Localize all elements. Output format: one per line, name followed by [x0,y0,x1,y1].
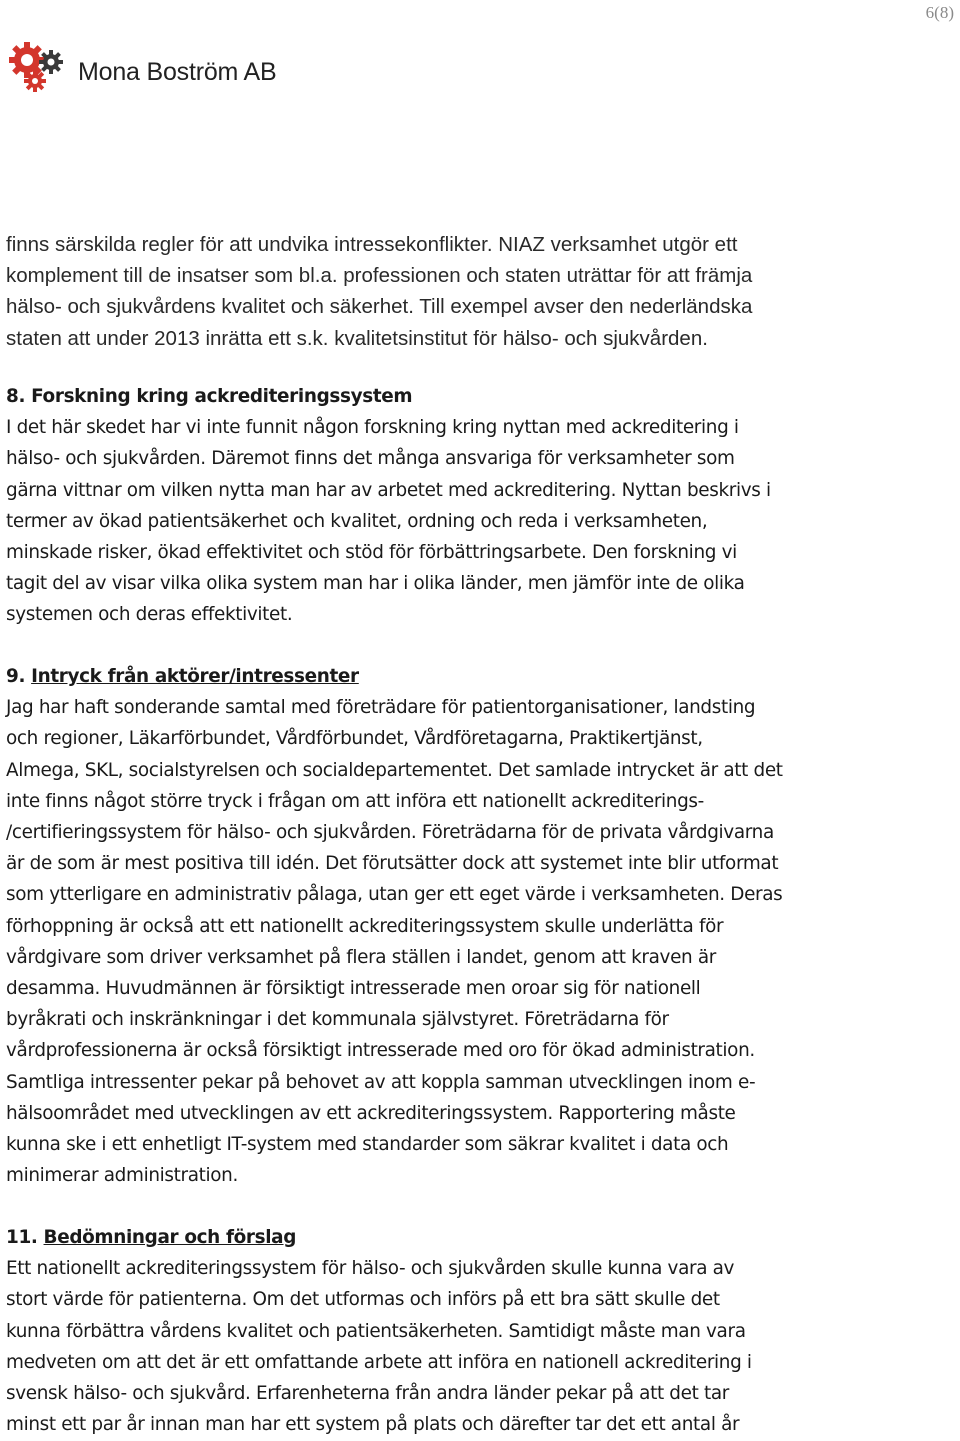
section-line: svensk hälso- och sjukvård. Erfarenheterna från andra länder pekar på att det tar [6,1383,729,1405]
section-line: byråkrati och inskränkningar i det kommunala självstyret. Företrädarna för [6,1009,669,1031]
page-number: 6(8) [925,3,954,22]
company-name: Mona Boström AB [78,58,277,86]
intro-line: hälso- och sjukvårdens kvalitet och säkerhet. Till exempel avser den nederländska [6,295,753,319]
section-line: minskade risker, ökad effektivitet och stöd för förbättringsarbete. Den forskning vi [6,542,737,564]
section-line: medveten om att det är ett omfattande arbete att införa en nationell ackreditering i [6,1351,752,1373]
section-line: Samtliga intressenter pekar på behovet av att koppla samman utvecklingen inom e- [6,1071,756,1093]
section-line: Almega, SKL, socialstyrelsen och socialdepartementet. Det samlade intrycket är att det [6,759,783,781]
section-8 [6,381,946,631]
section-line: Ett nationellt ackrediteringssystem för hälso- och sjukvården skulle kunna vara av [6,1258,735,1280]
section-line: stort värde för patienterna. Om det utformas och införs på ett bra sätt skulle det [6,1289,720,1311]
section-line: förhoppning är också att ett nationellt ackrediteringssystem skulle underlätta för [6,915,724,937]
section-heading: 11. Bedömningar och förslag [6,1227,297,1248]
section-line: kunna ske i ett enhetligt IT-system med standarder som säkrar kvalitet i data och [6,1134,729,1156]
section-line: tagit del av visar vilka olika system man har i olika länder, men jämför inte de olika [6,573,745,595]
section-9 [6,661,946,1191]
section-line: systemen och deras effektivitet. [6,604,293,626]
section-line: kunna förbättra vårdens kvalitet och patientsäkerheten. Samtidigt måste man vara [6,1320,746,1342]
section-line: Jag har haft sonderande samtal med företrädare för patientorganisationer, landsting [6,697,756,719]
section-line: är de som är mest positiva till idén. Det förutsätter dock att systemet inte blir utformat [6,853,779,875]
section-line: minst ett par år innan man har ett system på plats och därefter tar det ett antal år [6,1414,740,1436]
section-line: /certifieringssystem för hälso- och sjukvården. Företrädarna för de privata vårdgivarna [6,822,774,844]
section-heading: 9. Intryck från aktörer/intressenter [6,666,359,687]
section-line: vårdgivare som driver verksamhet på flera ställen i landet, genom att kraven är [6,946,716,968]
section-line: inte finns något större tryck i frågan om att införa ett nationellt ackrediterings- [6,790,704,812]
section-line: desamma. Huvudmännen är försiktigt intresserade men oroar sig för nationell [6,978,701,1000]
section-heading: 8. Forskning kring ackrediteringssystem [6,386,413,407]
section-line: hälsoområdet med utvecklingen av ett ackrediteringssystem. Rapportering måste [6,1102,736,1124]
section-line: och regioner, Läkarförbundet, Vårdförbundet, Vårdföretagarna, Praktikertjänst, [6,728,703,750]
section-line: hälso- och sjukvården. Däremot finns det många ansvariga för verksamheter som [6,448,735,470]
section-line: termer av ökad patientsäkerhet och kvalitet, ordning och reda i verksamheten, [6,510,708,532]
gears-icon [5,40,79,96]
intro-line: staten att under 2013 inrätta ett s.k. kvalitetsinstitut för hälso- och sjukvården. [6,326,708,350]
section-line: vårdprofessionerna är också försiktigt intresserade med oro för ökad administration. [6,1040,755,1062]
section-line: minimerar administration. [6,1165,238,1187]
intro-paragraph [6,229,946,354]
section-11 [6,1222,946,1440]
section-line: gärna vittnar om vilken nytta man har av arbetet med ackreditering. Nyttan beskrivs i [6,479,771,501]
intro-line: komplement till de insatser som bl.a. professionen och staten uträttar för att främja [6,264,753,288]
section-line: I det här skedet har vi inte funnit någon forskning kring nyttan med ackreditering i [6,417,739,439]
section-line: som ytterligare en administrativ pålaga, utan ger ett eget värde i verksamheten. Deras [6,884,783,906]
company-logo [5,40,277,96]
intro-line: finns särskilda regler för att undvika intressekonflikter. NIAZ verksamhet utgör ett [6,233,738,256]
